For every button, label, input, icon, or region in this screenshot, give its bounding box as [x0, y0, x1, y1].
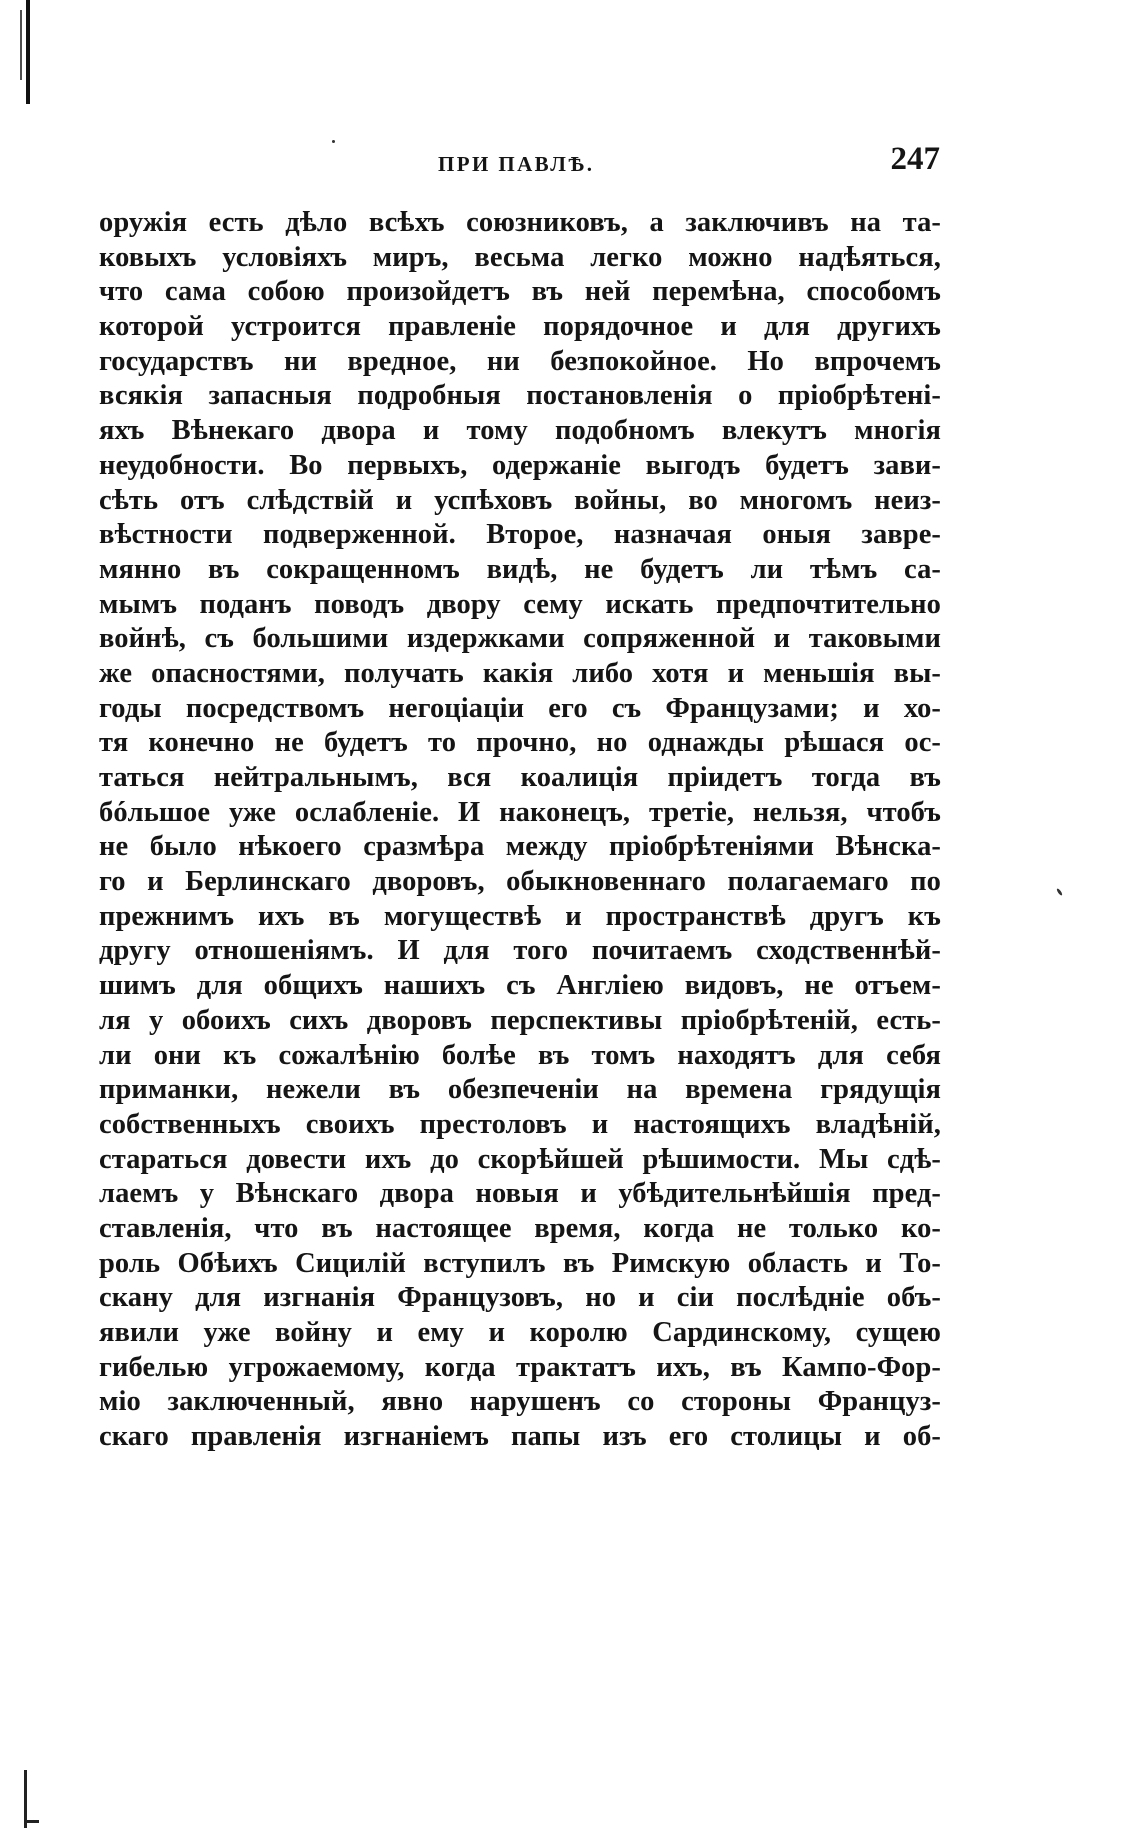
text-line-26: приманки, нежели въ обезпеченіи на времена грядущія	[99, 1074, 941, 1106]
bottom-margin-scan-mark	[24, 1770, 27, 1828]
main-text-block	[99, 206, 941, 1455]
text-line-36: скаго правленія изгнаніемъ папы изъ его столицы и об-	[99, 1421, 941, 1453]
text-line-24: ля у обоихъ сихъ дворовъ перспективы пріобрѣтеній, есть-	[99, 1004, 941, 1036]
text-line-4: которой устроится правленіе порядочное и для другихъ	[99, 311, 941, 343]
text-line-21: прежнимъ ихъ въ могуществѣ и пространствѣ другъ къ	[99, 900, 941, 932]
text-line-22: другу отношеніямъ. И для того почитаемъ сходственнѣй-	[99, 935, 941, 967]
text-line-5: государствъ ни вредное, ни безпокойное. Но впрочемъ	[99, 345, 941, 377]
text-line-32: скану для изгнанія Французовъ, но и сіи послѣдніе объ-	[99, 1282, 941, 1314]
text-line-9: сѣть отъ слѣдствій и успѣховъ войны, во многомъ неиз-	[99, 484, 941, 516]
text-line-35: міо заключенный, явно нарушенъ со стороны Француз-	[99, 1386, 941, 1418]
text-line-34: гибелью угрожаемому, когда трактатъ ихъ, въ Кампо-Фор-	[99, 1351, 941, 1383]
running-header	[100, 141, 940, 182]
text-line-1: оружія есть дѣло всѣхъ союзниковъ, а заключивъ на та-	[99, 207, 941, 238]
text-line-10: вѣстности подверженной. Второе, назначая оныя завре-	[99, 519, 941, 551]
text-line-25: ли они къ сожалѣнію болѣе въ томъ находятъ для себя	[99, 1039, 941, 1071]
text-line-6: всякія запасныя подробныя постановленія о пріобрѣтені-	[99, 380, 941, 412]
text-line-7: яхъ Вѣнекаго двора и тому подобномъ влекутъ многія	[99, 415, 941, 447]
text-line-31: роль Обѣихъ Сицилій вступилъ въ Римскую область и То-	[99, 1247, 941, 1279]
text-line-33: явили уже войну и ему и королю Сардинскому, сущею	[99, 1317, 941, 1348]
text-line-15: годы посредствомъ негоціаціи его съ Французами; и хо-	[99, 692, 941, 724]
scan-dust-mark	[1056, 888, 1063, 896]
running-title: ПРИ ПАВЛѢ.	[438, 152, 595, 176]
left-margin-scan-mark-secondary	[20, 10, 22, 80]
text-line-23: шимъ для общихъ нашихъ съ Англіею видовъ, не отъем-	[99, 970, 941, 1002]
text-line-13: войнѣ, съ большими издержками сопряженной и таковыми	[99, 623, 941, 655]
text-line-14: же опасностями, получать какія либо хотя и меньшія вы-	[99, 657, 941, 689]
text-line-29: лаемъ у Вѣнскаго двора новыя и убѣдительнѣйшія пред-	[99, 1178, 941, 1210]
text-line-3: что сама собою произойдетъ въ ней перемѣна, способомъ	[99, 276, 941, 308]
scan-dust-mark	[332, 140, 335, 143]
text-line-28: стараться довести ихъ до скорѣйшей рѣшимости. Мы сдѣ-	[99, 1143, 941, 1175]
text-line-11: мянно въ сокращенномъ видѣ, не будетъ ли тѣмъ са-	[99, 553, 941, 585]
text-line-16: тя конечно не будетъ то прочно, но однажды рѣшася ос-	[99, 727, 941, 759]
text-line-27: собственныхъ своихъ престоловъ и настоящихъ владѣній,	[99, 1108, 941, 1140]
text-line-8: неудобности. Во первыхъ, одержаніе выгодъ будетъ зави-	[99, 449, 941, 481]
text-line-2: ковыхъ условіяхъ миръ, весьма легко можно надѣяться,	[99, 241, 941, 273]
text-line-12: мымъ поданъ поводъ двору сему искать предпочтительно	[99, 588, 941, 620]
text-line-19: не было нѣкоего сразмѣра между пріобрѣтеніями Вѣнска-	[99, 831, 941, 863]
page-number: 247	[890, 141, 940, 177]
text-line-17: таться нейтральнымъ, вся коалиція пріидетъ тогда въ	[99, 762, 941, 793]
text-line-18: бóльшое уже ослабленіе. И наконецъ, третіе, нельзя, чтобъ	[99, 796, 941, 828]
left-margin-scan-mark	[26, 0, 30, 104]
text-line-30: ставленія, что въ настоящее время, когда не только ко-	[99, 1212, 941, 1244]
text-line-20: го и Берлинскаго дворовъ, обыкновеннаго полагаемаго по	[99, 866, 941, 898]
